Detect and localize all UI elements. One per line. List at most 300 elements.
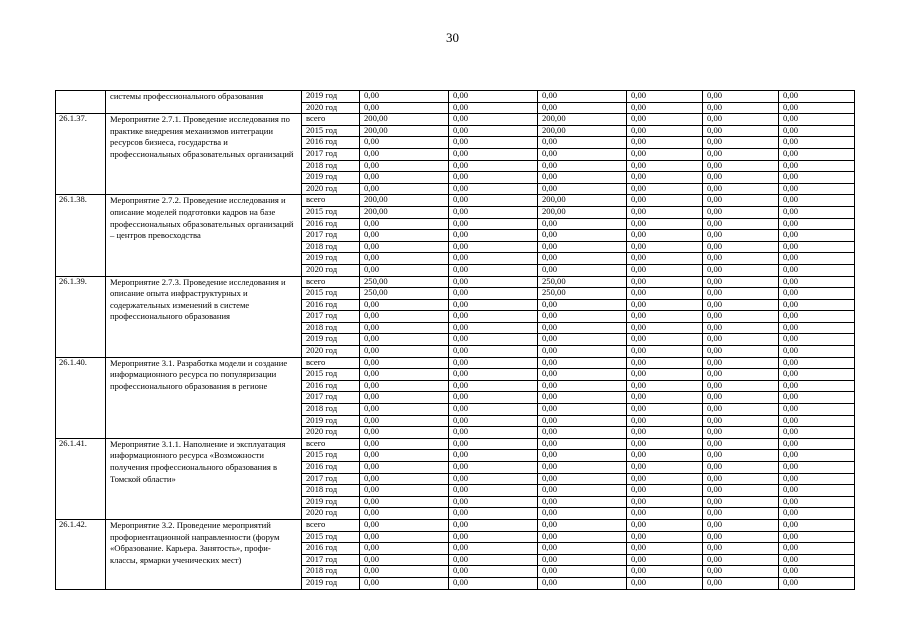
value-cell: 0,00: [449, 380, 538, 392]
value-cell: 0,00: [449, 148, 538, 160]
year-cell: 2015 год: [302, 531, 360, 543]
year-cell: 2016 год: [302, 543, 360, 555]
value-cell: 0,00: [627, 508, 703, 520]
value-cell: 0,00: [449, 543, 538, 555]
value-cell: 0,00: [627, 380, 703, 392]
year-cell: 2016 год: [302, 462, 360, 474]
value-cell: 0,00: [779, 577, 855, 589]
value-cell: 0,00: [360, 392, 449, 404]
value-cell: 0,00: [703, 137, 779, 149]
year-cell: 2020 год: [302, 102, 360, 114]
value-cell: 0,00: [703, 102, 779, 114]
value-cell: 0,00: [627, 496, 703, 508]
value-cell: 0,00: [627, 357, 703, 369]
year-cell: всего: [302, 438, 360, 450]
value-cell: 0,00: [627, 160, 703, 172]
year-cell: 2018 год: [302, 566, 360, 578]
year-cell: 2019 год: [302, 334, 360, 346]
budget-table-body: [56, 91, 855, 590]
year-cell: 2015 год: [302, 450, 360, 462]
value-cell: 0,00: [779, 496, 855, 508]
value-cell: 0,00: [627, 276, 703, 288]
value-cell: 0,00: [538, 299, 627, 311]
year-cell: 2015 год: [302, 369, 360, 381]
year-cell: всего: [302, 357, 360, 369]
year-cell: 2019 год: [302, 172, 360, 184]
value-cell: 0,00: [703, 519, 779, 531]
year-cell: 2019 год: [302, 253, 360, 265]
value-cell: 0,00: [538, 473, 627, 485]
value-cell: 0,00: [703, 485, 779, 497]
year-cell: 2018 год: [302, 404, 360, 416]
value-cell: 0,00: [627, 125, 703, 137]
measure-number-cell: 26.1.37.: [56, 114, 106, 195]
year-cell: 2020 год: [302, 427, 360, 439]
value-cell: 200,00: [538, 206, 627, 218]
value-cell: 0,00: [449, 346, 538, 358]
value-cell: 0,00: [449, 566, 538, 578]
table-row: [56, 519, 855, 531]
value-cell: 0,00: [779, 137, 855, 149]
value-cell: 0,00: [449, 102, 538, 114]
year-cell: всего: [302, 519, 360, 531]
measure-name-cell: Мероприятие 3.1.1. Наполнение и эксплуатация информационного ресурса «Возможности получения профессионального образования в Томской области»: [106, 438, 302, 519]
value-cell: 0,00: [538, 485, 627, 497]
value-cell: 0,00: [779, 288, 855, 300]
value-cell: 0,00: [627, 253, 703, 265]
value-cell: 0,00: [449, 485, 538, 497]
value-cell: 0,00: [538, 218, 627, 230]
value-cell: 0,00: [538, 462, 627, 474]
value-cell: 0,00: [779, 427, 855, 439]
value-cell: 0,00: [538, 264, 627, 276]
value-cell: 0,00: [627, 438, 703, 450]
value-cell: 0,00: [703, 172, 779, 184]
value-cell: 0,00: [360, 218, 449, 230]
value-cell: 0,00: [779, 334, 855, 346]
value-cell: 0,00: [779, 531, 855, 543]
table-row: [56, 114, 855, 126]
value-cell: 0,00: [538, 357, 627, 369]
value-cell: 0,00: [360, 508, 449, 520]
value-cell: 0,00: [360, 346, 449, 358]
value-cell: 0,00: [538, 253, 627, 265]
value-cell: 0,00: [538, 450, 627, 462]
value-cell: 0,00: [538, 137, 627, 149]
measure-number-cell: 26.1.42.: [56, 519, 106, 589]
value-cell: 0,00: [703, 380, 779, 392]
value-cell: 0,00: [703, 114, 779, 126]
measure-name-cell: Мероприятие 3.2. Проведение мероприятий профориентационной направленности (форум «Образование. Карьера. Занятость», профи-классы, ярмарки ученических мест): [106, 519, 302, 589]
year-cell: 2016 год: [302, 218, 360, 230]
value-cell: 0,00: [779, 241, 855, 253]
value-cell: 0,00: [703, 427, 779, 439]
value-cell: 200,00: [538, 125, 627, 137]
value-cell: 0,00: [449, 415, 538, 427]
value-cell: 0,00: [360, 415, 449, 427]
value-cell: 0,00: [449, 183, 538, 195]
value-cell: 0,00: [538, 554, 627, 566]
value-cell: 0,00: [779, 206, 855, 218]
value-cell: 0,00: [449, 195, 538, 207]
value-cell: 0,00: [538, 543, 627, 555]
value-cell: 0,00: [779, 508, 855, 520]
value-cell: 0,00: [360, 427, 449, 439]
value-cell: 200,00: [360, 195, 449, 207]
value-cell: 0,00: [449, 519, 538, 531]
value-cell: 0,00: [779, 566, 855, 578]
value-cell: 0,00: [703, 462, 779, 474]
value-cell: 0,00: [627, 148, 703, 160]
value-cell: 0,00: [779, 415, 855, 427]
value-cell: 0,00: [703, 369, 779, 381]
year-cell: 2020 год: [302, 508, 360, 520]
value-cell: 0,00: [449, 288, 538, 300]
year-cell: 2017 год: [302, 554, 360, 566]
value-cell: 0,00: [627, 404, 703, 416]
year-cell: 2018 год: [302, 160, 360, 172]
value-cell: 0,00: [779, 160, 855, 172]
value-cell: 0,00: [627, 288, 703, 300]
value-cell: 200,00: [360, 114, 449, 126]
value-cell: 0,00: [360, 380, 449, 392]
value-cell: 0,00: [538, 496, 627, 508]
value-cell: 0,00: [703, 322, 779, 334]
value-cell: 0,00: [779, 380, 855, 392]
value-cell: 0,00: [449, 392, 538, 404]
value-cell: 0,00: [703, 357, 779, 369]
value-cell: 0,00: [449, 450, 538, 462]
value-cell: 0,00: [703, 346, 779, 358]
value-cell: 0,00: [703, 566, 779, 578]
value-cell: 0,00: [627, 218, 703, 230]
value-cell: 0,00: [360, 137, 449, 149]
value-cell: 0,00: [779, 218, 855, 230]
value-cell: 0,00: [449, 125, 538, 137]
value-cell: 0,00: [360, 253, 449, 265]
value-cell: 0,00: [538, 404, 627, 416]
value-cell: 0,00: [703, 473, 779, 485]
value-cell: 0,00: [779, 311, 855, 323]
measure-name-cell: Мероприятие 3.1. Разработка модели и создание информационного ресурса по популяризации профессионального образования в регионе: [106, 357, 302, 438]
value-cell: 0,00: [538, 427, 627, 439]
value-cell: 0,00: [703, 195, 779, 207]
value-cell: 0,00: [703, 253, 779, 265]
value-cell: 0,00: [627, 473, 703, 485]
value-cell: 0,00: [627, 334, 703, 346]
value-cell: 0,00: [703, 577, 779, 589]
value-cell: 0,00: [360, 519, 449, 531]
value-cell: 0,00: [627, 554, 703, 566]
value-cell: 0,00: [360, 148, 449, 160]
value-cell: 0,00: [627, 264, 703, 276]
year-cell: 2017 год: [302, 148, 360, 160]
value-cell: 0,00: [360, 264, 449, 276]
value-cell: 0,00: [627, 183, 703, 195]
value-cell: 0,00: [627, 102, 703, 114]
value-cell: 0,00: [627, 415, 703, 427]
value-cell: 0,00: [538, 148, 627, 160]
value-cell: 0,00: [360, 172, 449, 184]
value-cell: 0,00: [779, 125, 855, 137]
value-cell: 0,00: [627, 195, 703, 207]
value-cell: 0,00: [538, 392, 627, 404]
year-cell: 2018 год: [302, 241, 360, 253]
value-cell: 0,00: [360, 473, 449, 485]
measure-name-cell: Мероприятие 2.7.1. Проведение исследования по практике внедрения механизмов интеграции ресурсов бизнеса, государства и профессиональных образовательных организаций: [106, 114, 302, 195]
value-cell: 0,00: [703, 241, 779, 253]
value-cell: 0,00: [627, 543, 703, 555]
value-cell: 0,00: [538, 577, 627, 589]
value-cell: 0,00: [779, 473, 855, 485]
value-cell: 0,00: [360, 554, 449, 566]
value-cell: 0,00: [449, 218, 538, 230]
value-cell: 0,00: [703, 91, 779, 103]
value-cell: 0,00: [779, 462, 855, 474]
value-cell: 0,00: [449, 137, 538, 149]
value-cell: 0,00: [703, 183, 779, 195]
value-cell: 0,00: [538, 519, 627, 531]
table-row: [56, 357, 855, 369]
value-cell: 0,00: [449, 438, 538, 450]
value-cell: 0,00: [449, 554, 538, 566]
year-cell: 2017 год: [302, 311, 360, 323]
value-cell: 0,00: [449, 473, 538, 485]
value-cell: 0,00: [538, 322, 627, 334]
year-cell: 2020 год: [302, 264, 360, 276]
value-cell: 0,00: [627, 369, 703, 381]
year-cell: 2017 год: [302, 473, 360, 485]
year-cell: 2017 год: [302, 230, 360, 242]
value-cell: 0,00: [449, 427, 538, 439]
year-cell: 2016 год: [302, 137, 360, 149]
value-cell: 0,00: [360, 462, 449, 474]
value-cell: 0,00: [703, 160, 779, 172]
value-cell: 0,00: [703, 218, 779, 230]
value-cell: 0,00: [538, 183, 627, 195]
year-cell: 2019 год: [302, 91, 360, 103]
year-cell: 2019 год: [302, 577, 360, 589]
value-cell: 0,00: [779, 148, 855, 160]
measure-number-cell: [56, 91, 106, 114]
value-cell: 0,00: [360, 450, 449, 462]
value-cell: 0,00: [538, 438, 627, 450]
value-cell: 0,00: [627, 566, 703, 578]
value-cell: 0,00: [449, 496, 538, 508]
value-cell: 0,00: [538, 230, 627, 242]
value-cell: 0,00: [360, 438, 449, 450]
page-number: 30: [446, 30, 459, 45]
value-cell: 0,00: [360, 369, 449, 381]
value-cell: 0,00: [360, 241, 449, 253]
measure-number-cell: 26.1.41.: [56, 438, 106, 519]
value-cell: 0,00: [360, 577, 449, 589]
year-cell: 2019 год: [302, 496, 360, 508]
value-cell: 0,00: [627, 485, 703, 497]
value-cell: 0,00: [703, 299, 779, 311]
value-cell: 0,00: [627, 311, 703, 323]
value-cell: 0,00: [360, 311, 449, 323]
value-cell: 0,00: [779, 485, 855, 497]
value-cell: 0,00: [538, 160, 627, 172]
value-cell: 0,00: [779, 438, 855, 450]
value-cell: 0,00: [538, 369, 627, 381]
year-cell: 2019 год: [302, 415, 360, 427]
year-cell: всего: [302, 276, 360, 288]
value-cell: 0,00: [779, 450, 855, 462]
value-cell: 0,00: [779, 543, 855, 555]
value-cell: 0,00: [538, 334, 627, 346]
value-cell: 0,00: [627, 172, 703, 184]
value-cell: 0,00: [779, 299, 855, 311]
measure-number-cell: 26.1.38.: [56, 195, 106, 276]
value-cell: 0,00: [449, 253, 538, 265]
value-cell: 250,00: [538, 288, 627, 300]
value-cell: 0,00: [779, 369, 855, 381]
value-cell: 0,00: [449, 322, 538, 334]
value-cell: 0,00: [449, 241, 538, 253]
measure-number-cell: 26.1.40.: [56, 357, 106, 438]
value-cell: 0,00: [627, 137, 703, 149]
value-cell: 0,00: [449, 264, 538, 276]
year-cell: 2015 год: [302, 206, 360, 218]
value-cell: 0,00: [449, 311, 538, 323]
value-cell: 0,00: [538, 380, 627, 392]
value-cell: 0,00: [360, 183, 449, 195]
value-cell: 0,00: [449, 369, 538, 381]
value-cell: 0,00: [627, 577, 703, 589]
value-cell: 0,00: [779, 519, 855, 531]
year-cell: 2020 год: [302, 346, 360, 358]
value-cell: 0,00: [627, 450, 703, 462]
value-cell: 0,00: [627, 230, 703, 242]
measure-name-cell: Мероприятие 2.7.3. Проведение исследования и описание опыта инфраструктурных и содержательных изменений в системе профессионального образования: [106, 276, 302, 357]
value-cell: 0,00: [360, 230, 449, 242]
year-cell: 2015 год: [302, 125, 360, 137]
value-cell: 0,00: [627, 462, 703, 474]
value-cell: 0,00: [703, 508, 779, 520]
value-cell: 0,00: [779, 195, 855, 207]
value-cell: 0,00: [779, 357, 855, 369]
year-cell: 2015 год: [302, 288, 360, 300]
value-cell: 0,00: [627, 114, 703, 126]
value-cell: 0,00: [538, 91, 627, 103]
value-cell: 0,00: [627, 519, 703, 531]
value-cell: 0,00: [360, 334, 449, 346]
value-cell: 0,00: [360, 496, 449, 508]
year-cell: всего: [302, 195, 360, 207]
value-cell: 250,00: [538, 276, 627, 288]
value-cell: 0,00: [538, 311, 627, 323]
year-cell: 2016 год: [302, 380, 360, 392]
value-cell: 0,00: [703, 450, 779, 462]
measure-name-cell: системы профессионального образования: [106, 91, 302, 114]
value-cell: 0,00: [703, 334, 779, 346]
value-cell: 0,00: [703, 125, 779, 137]
value-cell: 0,00: [449, 531, 538, 543]
value-cell: 0,00: [449, 577, 538, 589]
year-cell: всего: [302, 114, 360, 126]
year-cell: 2018 год: [302, 322, 360, 334]
value-cell: 0,00: [779, 253, 855, 265]
value-cell: 0,00: [779, 102, 855, 114]
value-cell: 0,00: [449, 357, 538, 369]
value-cell: 0,00: [360, 566, 449, 578]
value-cell: 0,00: [703, 392, 779, 404]
budget-table: [55, 90, 855, 590]
measure-name-cell: Мероприятие 2.7.2. Проведение исследования и описание моделей подготовки кадров на базе профессиональных образовательных организаций – центров превосходства: [106, 195, 302, 276]
value-cell: 0,00: [703, 554, 779, 566]
table-row: [56, 91, 855, 103]
value-cell: 0,00: [360, 543, 449, 555]
value-cell: 0,00: [703, 415, 779, 427]
value-cell: 0,00: [703, 531, 779, 543]
value-cell: 0,00: [360, 357, 449, 369]
value-cell: 0,00: [703, 288, 779, 300]
value-cell: 0,00: [703, 543, 779, 555]
value-cell: 0,00: [538, 172, 627, 184]
value-cell: 0,00: [779, 183, 855, 195]
value-cell: 250,00: [360, 288, 449, 300]
value-cell: 0,00: [627, 346, 703, 358]
value-cell: 0,00: [360, 322, 449, 334]
measure-number-cell: 26.1.39.: [56, 276, 106, 357]
value-cell: 0,00: [703, 230, 779, 242]
value-cell: 0,00: [627, 531, 703, 543]
value-cell: 0,00: [779, 91, 855, 103]
value-cell: 0,00: [627, 299, 703, 311]
year-cell: 2018 год: [302, 485, 360, 497]
value-cell: 0,00: [449, 462, 538, 474]
value-cell: 0,00: [360, 299, 449, 311]
value-cell: 0,00: [538, 508, 627, 520]
value-cell: 0,00: [627, 241, 703, 253]
value-cell: 0,00: [779, 404, 855, 416]
value-cell: 0,00: [779, 114, 855, 126]
value-cell: 0,00: [779, 392, 855, 404]
value-cell: 0,00: [779, 346, 855, 358]
value-cell: 0,00: [779, 264, 855, 276]
value-cell: 0,00: [779, 230, 855, 242]
year-cell: 2016 год: [302, 299, 360, 311]
value-cell: 0,00: [627, 91, 703, 103]
value-cell: 0,00: [360, 91, 449, 103]
table-row: [56, 195, 855, 207]
value-cell: 0,00: [449, 160, 538, 172]
value-cell: 200,00: [360, 206, 449, 218]
value-cell: 0,00: [538, 346, 627, 358]
value-cell: 0,00: [538, 241, 627, 253]
value-cell: 0,00: [703, 148, 779, 160]
value-cell: 0,00: [703, 206, 779, 218]
value-cell: 0,00: [449, 206, 538, 218]
value-cell: 0,00: [538, 102, 627, 114]
value-cell: 0,00: [703, 276, 779, 288]
value-cell: 0,00: [703, 496, 779, 508]
year-cell: 2020 год: [302, 183, 360, 195]
value-cell: 0,00: [449, 91, 538, 103]
value-cell: 250,00: [360, 276, 449, 288]
value-cell: 0,00: [449, 114, 538, 126]
value-cell: 0,00: [627, 322, 703, 334]
value-cell: 0,00: [627, 206, 703, 218]
table-row: [56, 438, 855, 450]
value-cell: 0,00: [779, 172, 855, 184]
value-cell: 0,00: [538, 566, 627, 578]
value-cell: 0,00: [779, 276, 855, 288]
value-cell: 0,00: [360, 404, 449, 416]
value-cell: 0,00: [627, 427, 703, 439]
